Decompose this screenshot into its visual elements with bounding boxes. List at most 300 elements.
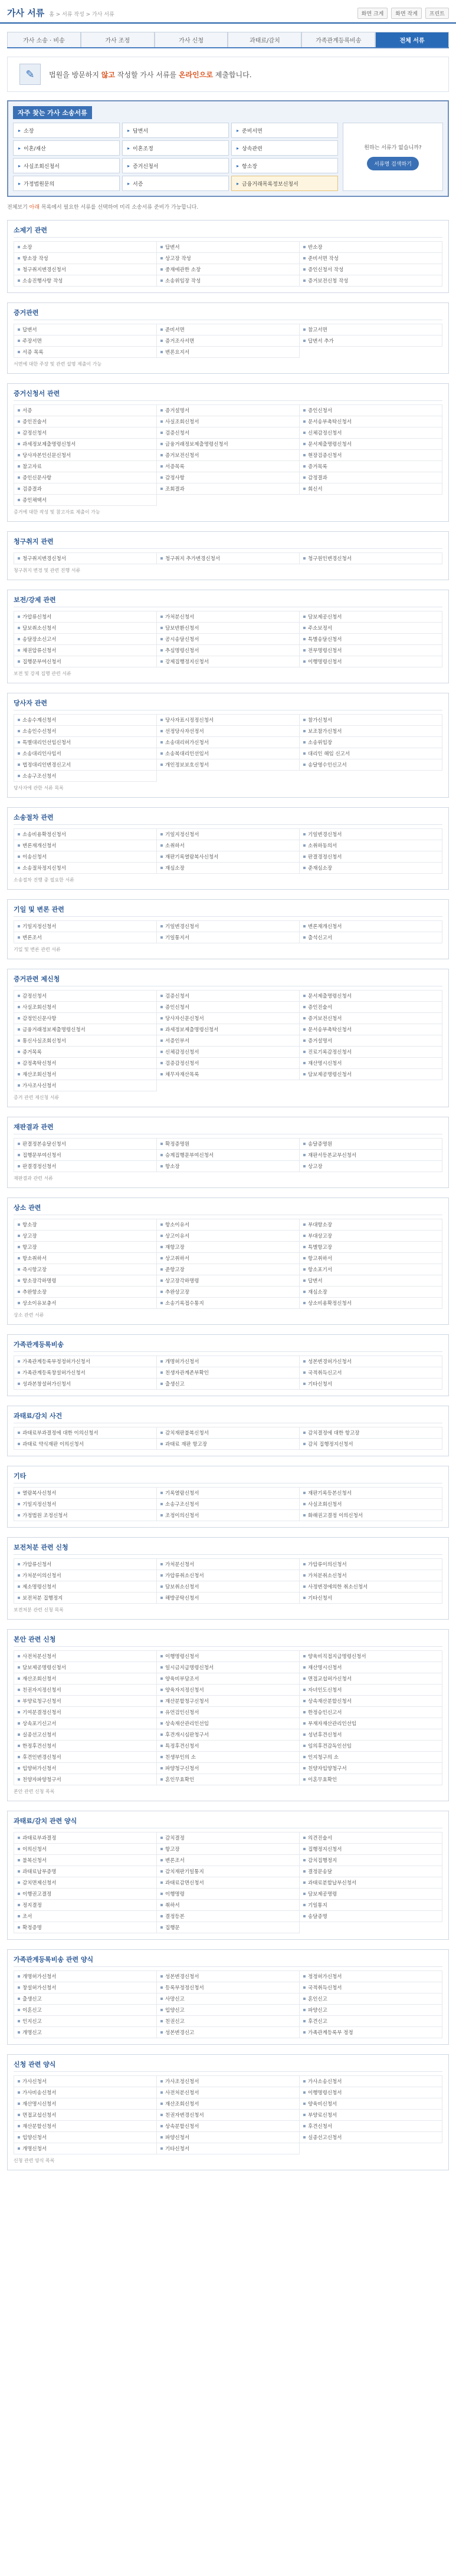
document-link[interactable] [300, 759, 442, 771]
document-link[interactable] [300, 427, 442, 439]
document-link[interactable] [157, 1559, 300, 1570]
document-link[interactable] [14, 2076, 157, 2087]
document-link[interactable] [157, 1139, 300, 1150]
document-link[interactable] [14, 450, 157, 461]
document-link[interactable] [300, 1510, 442, 1521]
document-link[interactable] [157, 2143, 300, 2154]
document-link[interactable] [14, 439, 157, 450]
document-link[interactable] [157, 1287, 300, 1298]
document-link[interactable] [300, 1581, 442, 1593]
document-link[interactable] [300, 1002, 442, 1013]
document-link[interactable] [14, 1752, 157, 1763]
document-link[interactable] [157, 1911, 300, 1922]
document-link[interactable] [300, 1559, 442, 1570]
document-link[interactable] [300, 1069, 442, 1080]
frequent-document-link[interactable] [13, 176, 120, 191]
frequent-document-link[interactable] [231, 158, 338, 173]
document-link[interactable] [14, 1971, 157, 1982]
document-link[interactable] [157, 2076, 300, 2087]
document-link[interactable] [157, 1900, 300, 1911]
document-link[interactable] [300, 1673, 442, 1685]
document-link[interactable] [14, 324, 157, 335]
document-link[interactable] [157, 416, 300, 427]
document-link[interactable] [14, 2027, 157, 2038]
document-link[interactable] [157, 1866, 300, 1877]
document-link[interactable] [157, 1982, 300, 1993]
document-link[interactable] [14, 1379, 157, 1390]
document-link[interactable] [14, 1877, 157, 1889]
document-link[interactable] [300, 863, 442, 874]
document-link[interactable] [157, 1570, 300, 1581]
document-link[interactable] [300, 1275, 442, 1287]
document-link[interactable] [14, 991, 157, 1002]
document-link[interactable] [14, 611, 157, 623]
document-link[interactable] [14, 840, 157, 851]
document-link[interactable] [300, 439, 442, 450]
document-link[interactable] [300, 1752, 442, 1763]
document-link[interactable] [300, 1971, 442, 1982]
document-link[interactable] [157, 253, 300, 264]
document-link[interactable] [300, 461, 442, 472]
document-link[interactable] [14, 1150, 157, 1161]
document-link[interactable] [157, 439, 300, 450]
document-link[interactable] [157, 427, 300, 439]
document-link[interactable] [157, 1510, 300, 1521]
document-link[interactable] [14, 2016, 157, 2027]
document-link[interactable] [14, 851, 157, 863]
document-link[interactable] [14, 1922, 157, 1933]
document-link[interactable] [14, 623, 157, 634]
document-link[interactable] [157, 921, 300, 932]
document-link[interactable] [300, 335, 442, 347]
document-link[interactable] [157, 264, 300, 275]
document-link[interactable] [14, 863, 157, 874]
document-link[interactable] [14, 1982, 157, 1993]
document-link[interactable] [14, 1741, 157, 1752]
document-link[interactable] [300, 1231, 442, 1242]
document-link[interactable] [157, 1253, 300, 1264]
document-link[interactable] [157, 840, 300, 851]
document-link[interactable] [14, 405, 157, 416]
document-link[interactable] [157, 1002, 300, 1013]
document-link[interactable] [14, 829, 157, 840]
document-link[interactable] [300, 656, 442, 667]
search-documents-button[interactable]: 서류명 검색하기 [367, 157, 419, 170]
document-link[interactable] [300, 472, 442, 483]
document-link[interactable] [157, 275, 300, 287]
document-link[interactable] [300, 2027, 442, 2038]
document-link[interactable] [14, 427, 157, 439]
document-link[interactable] [157, 748, 300, 759]
document-link[interactable] [300, 611, 442, 623]
document-link[interactable] [300, 1662, 442, 1673]
document-link[interactable] [157, 1161, 300, 1172]
document-link[interactable] [14, 726, 157, 737]
document-link[interactable] [300, 2016, 442, 2027]
document-link[interactable] [300, 1982, 442, 1993]
document-link[interactable] [300, 1367, 442, 1379]
document-link[interactable] [300, 1774, 442, 1785]
document-link[interactable] [157, 1035, 300, 1047]
document-link[interactable] [14, 1139, 157, 1150]
document-link[interactable] [14, 1696, 157, 1707]
document-link[interactable] [300, 851, 442, 863]
document-link[interactable] [14, 1231, 157, 1242]
document-link[interactable] [14, 275, 157, 287]
tab-litigation[interactable]: 가사 소송 · 비송 [7, 32, 81, 47]
document-link[interactable] [14, 1035, 157, 1047]
document-link[interactable] [300, 1741, 442, 1752]
document-link[interactable] [300, 1499, 442, 1510]
document-link[interactable] [14, 1253, 157, 1264]
document-link[interactable] [300, 726, 442, 737]
document-link[interactable] [14, 347, 157, 358]
document-link[interactable] [300, 405, 442, 416]
document-link[interactable] [14, 264, 157, 275]
document-link[interactable] [14, 634, 157, 645]
document-link[interactable] [14, 1367, 157, 1379]
document-link[interactable] [157, 1367, 300, 1379]
document-link[interactable] [157, 991, 300, 1002]
document-link[interactable] [157, 1662, 300, 1673]
document-link[interactable] [300, 748, 442, 759]
document-link[interactable] [300, 737, 442, 748]
document-link[interactable] [157, 1651, 300, 1662]
document-link[interactable] [14, 1058, 157, 1069]
document-link[interactable] [14, 483, 157, 495]
document-link[interactable] [14, 1833, 157, 1844]
document-link[interactable] [157, 759, 300, 771]
document-link[interactable] [14, 1889, 157, 1900]
document-link[interactable] [300, 1439, 442, 1450]
document-link[interactable] [14, 2132, 157, 2143]
document-link[interactable] [14, 1685, 157, 1696]
document-link[interactable] [300, 623, 442, 634]
document-link[interactable] [14, 253, 157, 264]
document-link[interactable] [157, 1047, 300, 1058]
document-link[interactable] [157, 656, 300, 667]
document-link[interactable] [157, 1427, 300, 1439]
document-link[interactable] [300, 1889, 442, 1900]
document-link[interactable] [300, 1161, 442, 1172]
document-link[interactable] [157, 242, 300, 253]
frequent-document-link[interactable] [231, 123, 338, 138]
document-link[interactable] [157, 1264, 300, 1275]
document-link[interactable] [157, 1877, 300, 1889]
document-link[interactable] [300, 1287, 442, 1298]
document-link[interactable] [300, 2132, 442, 2143]
print-button[interactable]: 프린트 [425, 8, 449, 19]
document-link[interactable] [300, 2005, 442, 2016]
document-link[interactable] [300, 1685, 442, 1696]
document-link[interactable] [14, 472, 157, 483]
document-link[interactable] [157, 1439, 300, 1450]
frequent-document-link[interactable] [122, 158, 229, 173]
document-link[interactable] [157, 2027, 300, 2038]
document-link[interactable] [300, 1139, 442, 1150]
document-link[interactable] [157, 634, 300, 645]
document-link[interactable] [157, 645, 300, 656]
document-link[interactable] [300, 932, 442, 943]
document-link[interactable] [14, 759, 157, 771]
document-link[interactable] [14, 1427, 157, 1439]
tab-family-registry[interactable]: 가족관계등록비송 [301, 32, 375, 47]
document-link[interactable] [300, 1488, 442, 1499]
tab-mediation[interactable]: 가사 조정 [81, 32, 155, 47]
document-link[interactable] [14, 1161, 157, 1172]
document-link[interactable] [157, 347, 300, 358]
document-link[interactable] [300, 1911, 442, 1922]
document-link[interactable] [300, 991, 442, 1002]
document-link[interactable] [14, 1024, 157, 1035]
document-link[interactable] [300, 1242, 442, 1253]
document-link[interactable] [300, 1707, 442, 1718]
document-link[interactable] [157, 851, 300, 863]
document-link[interactable] [300, 1877, 442, 1889]
frequent-document-link[interactable] [122, 140, 229, 156]
document-link[interactable] [14, 461, 157, 472]
document-link[interactable] [157, 932, 300, 943]
document-link[interactable] [157, 2087, 300, 2098]
document-link[interactable] [14, 1356, 157, 1367]
document-link[interactable] [300, 1150, 442, 1161]
document-link[interactable] [300, 1593, 442, 1604]
document-link[interactable] [14, 1499, 157, 1510]
document-link[interactable] [14, 1275, 157, 1287]
document-link[interactable] [14, 2005, 157, 2016]
document-link[interactable] [300, 1763, 442, 1774]
document-link[interactable] [157, 1833, 300, 1844]
document-link[interactable] [300, 1570, 442, 1581]
document-link[interactable] [157, 1673, 300, 1685]
document-link[interactable] [300, 715, 442, 726]
document-link[interactable] [157, 1219, 300, 1231]
document-link[interactable] [157, 461, 300, 472]
document-link[interactable] [157, 483, 300, 495]
document-link[interactable] [157, 1752, 300, 1763]
document-link[interactable] [300, 2076, 442, 2087]
document-link[interactable] [14, 1298, 157, 1309]
document-link[interactable] [157, 1696, 300, 1707]
document-link[interactable] [300, 645, 442, 656]
document-link[interactable] [157, 715, 300, 726]
document-link[interactable] [14, 2098, 157, 2110]
document-link[interactable] [157, 472, 300, 483]
document-link[interactable] [157, 1298, 300, 1309]
document-link[interactable] [14, 932, 157, 943]
document-link[interactable] [14, 1707, 157, 1718]
document-link[interactable] [157, 1707, 300, 1718]
document-link[interactable] [157, 1763, 300, 1774]
document-link[interactable] [300, 840, 442, 851]
document-link[interactable] [14, 1866, 157, 1877]
document-link[interactable] [14, 748, 157, 759]
document-link[interactable] [157, 863, 300, 874]
document-link[interactable] [157, 2110, 300, 2121]
frequent-document-link[interactable] [231, 140, 338, 156]
document-link[interactable] [300, 1855, 442, 1866]
document-link[interactable] [300, 275, 442, 287]
document-link[interactable] [300, 1718, 442, 1729]
document-link[interactable] [157, 324, 300, 335]
document-link[interactable] [157, 1150, 300, 1161]
document-link[interactable] [300, 1427, 442, 1439]
document-link[interactable] [14, 1662, 157, 1673]
document-link[interactable] [14, 1581, 157, 1593]
document-link[interactable] [300, 483, 442, 495]
document-link[interactable] [14, 1570, 157, 1581]
document-link[interactable] [14, 2143, 157, 2154]
document-link[interactable] [14, 2110, 157, 2121]
document-link[interactable] [14, 495, 157, 506]
document-link[interactable] [14, 1559, 157, 1570]
document-link[interactable] [14, 1593, 157, 1604]
frequent-document-link[interactable] [13, 158, 120, 173]
document-link[interactable] [14, 737, 157, 748]
document-link[interactable] [14, 1729, 157, 1741]
document-link[interactable] [157, 611, 300, 623]
document-link[interactable] [300, 1264, 442, 1275]
document-link[interactable] [157, 1844, 300, 1855]
document-link[interactable] [157, 1685, 300, 1696]
document-link[interactable] [300, 553, 442, 564]
document-link[interactable] [300, 1219, 442, 1231]
document-link[interactable] [157, 1729, 300, 1741]
document-link[interactable] [14, 1219, 157, 1231]
document-link[interactable] [157, 829, 300, 840]
document-link[interactable] [157, 1855, 300, 1866]
document-link[interactable] [300, 829, 442, 840]
document-link[interactable] [157, 1275, 300, 1287]
document-link[interactable] [300, 1047, 442, 1058]
document-link[interactable] [300, 1298, 442, 1309]
zoom-in-button[interactable]: 화면 크게 [357, 8, 388, 19]
document-link[interactable] [14, 1718, 157, 1729]
document-link[interactable] [300, 1993, 442, 2005]
document-link[interactable] [300, 1024, 442, 1035]
document-link[interactable] [157, 1718, 300, 1729]
document-link[interactable] [14, 1900, 157, 1911]
document-link[interactable] [14, 1264, 157, 1275]
document-link[interactable] [14, 1439, 157, 1450]
frequent-document-link[interactable] [122, 176, 229, 191]
document-link[interactable] [14, 2121, 157, 2132]
document-link[interactable] [14, 1855, 157, 1866]
document-link[interactable] [14, 1510, 157, 1521]
document-link[interactable] [157, 335, 300, 347]
document-link[interactable] [14, 1774, 157, 1785]
document-link[interactable] [157, 1242, 300, 1253]
document-link[interactable] [157, 1922, 300, 1933]
document-link[interactable] [157, 553, 300, 564]
document-link[interactable] [300, 921, 442, 932]
document-link[interactable] [300, 1866, 442, 1877]
document-link[interactable] [300, 2098, 442, 2110]
document-link[interactable] [300, 1379, 442, 1390]
document-link[interactable] [14, 921, 157, 932]
document-link[interactable] [157, 737, 300, 748]
tab-application[interactable]: 가사 신청 [155, 32, 228, 47]
document-link[interactable] [157, 2121, 300, 2132]
document-link[interactable] [14, 1287, 157, 1298]
document-link[interactable] [14, 1069, 157, 1080]
document-link[interactable] [300, 264, 442, 275]
document-link[interactable] [14, 1488, 157, 1499]
document-link[interactable] [157, 1356, 300, 1367]
document-link[interactable] [300, 1651, 442, 1662]
frequent-document-link[interactable] [13, 140, 120, 156]
document-link[interactable] [300, 2121, 442, 2132]
frequent-document-link[interactable] [122, 123, 229, 138]
document-link[interactable] [157, 1971, 300, 1982]
zoom-out-button[interactable]: 화면 작게 [391, 8, 422, 19]
document-link[interactable] [157, 1741, 300, 1752]
document-link[interactable] [14, 656, 157, 667]
document-link[interactable] [14, 1993, 157, 2005]
document-link[interactable] [300, 1729, 442, 1741]
document-link[interactable] [157, 1013, 300, 1024]
document-link[interactable] [14, 335, 157, 347]
tab-penalty[interactable]: 과태료/감치 [228, 32, 301, 47]
document-link[interactable] [14, 645, 157, 656]
document-link[interactable] [14, 1911, 157, 1922]
document-link[interactable] [157, 450, 300, 461]
document-link[interactable] [14, 553, 157, 564]
document-link[interactable] [14, 1673, 157, 1685]
document-link[interactable] [157, 1993, 300, 2005]
document-link[interactable] [14, 416, 157, 427]
document-link[interactable] [157, 2132, 300, 2143]
document-link[interactable] [157, 1379, 300, 1390]
document-link[interactable] [300, 1844, 442, 1855]
document-link[interactable] [300, 634, 442, 645]
document-link[interactable] [14, 1047, 157, 1058]
document-link[interactable] [300, 416, 442, 427]
document-link[interactable] [157, 1774, 300, 1785]
document-link[interactable] [157, 1488, 300, 1499]
frequent-document-link[interactable] [13, 123, 120, 138]
document-link[interactable] [300, 1013, 442, 1024]
document-link[interactable] [157, 2098, 300, 2110]
document-link[interactable] [300, 324, 442, 335]
document-link[interactable] [157, 1058, 300, 1069]
document-link[interactable] [300, 450, 442, 461]
document-link[interactable] [157, 1024, 300, 1035]
document-link[interactable] [14, 1013, 157, 1024]
document-link[interactable] [300, 1833, 442, 1844]
document-link[interactable] [157, 1889, 300, 1900]
document-link[interactable] [157, 2005, 300, 2016]
document-link[interactable] [300, 1900, 442, 1911]
document-link[interactable] [157, 1581, 300, 1593]
document-link[interactable] [14, 1763, 157, 1774]
document-link[interactable] [300, 1253, 442, 1264]
document-link[interactable] [300, 1356, 442, 1367]
document-link[interactable] [300, 1035, 442, 1047]
document-link[interactable] [14, 771, 157, 782]
document-link[interactable] [14, 1844, 157, 1855]
document-link[interactable] [14, 2087, 157, 2098]
document-link[interactable] [14, 1080, 157, 1091]
document-link[interactable] [157, 1231, 300, 1242]
document-link[interactable] [14, 242, 157, 253]
document-link[interactable] [300, 253, 442, 264]
tab-all-documents[interactable]: 전체 서류 [375, 32, 449, 47]
document-link[interactable] [14, 1242, 157, 1253]
document-link[interactable] [300, 242, 442, 253]
document-link[interactable] [300, 1696, 442, 1707]
document-link[interactable] [157, 2016, 300, 2027]
